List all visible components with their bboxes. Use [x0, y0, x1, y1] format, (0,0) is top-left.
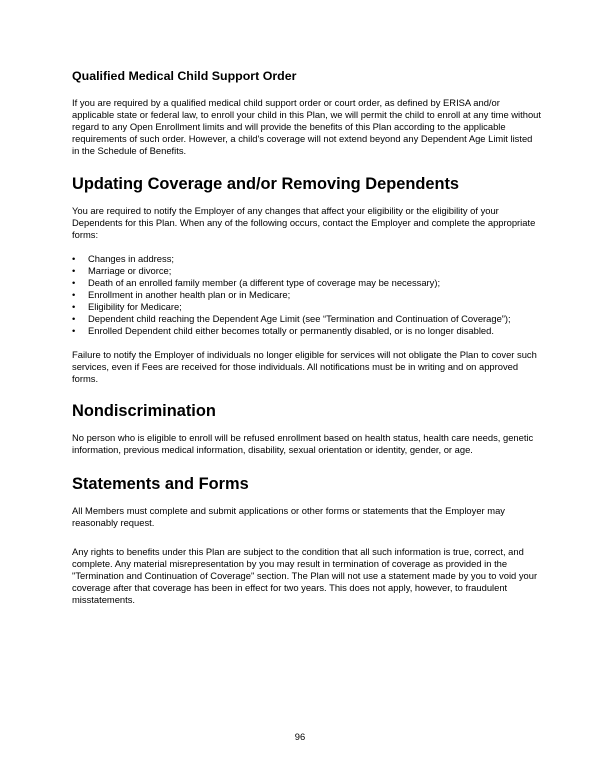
change-events-list — [72, 253, 542, 337]
list-item: • Eligibility for Medicare; — [72, 301, 542, 313]
paragraph-nondiscrimination: No person who is eligible to enroll will be refused enrollment based on health status, health care needs, genetic information, previous medical information, disability, sexual orientation or identity, gender, or age. — [72, 432, 534, 455]
list-item: • Death of an enrolled family member (a different type of coverage may be necessary); — [72, 277, 542, 289]
paragraph-qmcso: If you are required by a qualified medical child support order or court order, as defined by ERISA and/or applicable state or federal law, to enroll your child in this Plan, we will permit the child to enroll at any time without regard to any Open Enrollment limits and will provide the benefits of this Plan according to the applicable requirements of such order. However, a child's coverage will not extend beyond any Dependent Age Limit listed in the Schedule of Benefits. — [72, 97, 541, 156]
list-item: • Marriage or divorce; — [72, 265, 542, 277]
paragraph-updating-closing: Failure to notify the Employer of individuals no longer eligible for services will not obligate the Plan to cover such services, even if Fees are received for those individuals. All notifications must be in writing and on approved forms. — [72, 349, 537, 384]
paragraph-updating-intro: You are required to notify the Employer of any changes that affect your eligibility or the eligibility of your Dependents for this Plan. When any of the following occurs, contact the Employer and complete the appropriate forms: — [72, 205, 536, 240]
section-heading-nondiscrimination: Nondiscrimination — [72, 402, 216, 420]
section-nondiscrimination — [72, 401, 542, 456]
section-updating-coverage — [72, 174, 542, 385]
section-qmcso — [72, 68, 542, 157]
section-statements-forms — [72, 474, 542, 606]
section-heading-updating-coverage: Updating Coverage and/or Removing Dependents — [72, 175, 460, 193]
list-item: • Enrolled Dependent child either becomes totally or permanently disabled, or is no longer disabled. — [72, 325, 542, 337]
document-page — [72, 68, 542, 606]
page-number: 96 — [294, 731, 306, 742]
paragraph-statements-2: Any rights to benefits under this Plan are subject to the condition that all such information is true, correct, and complete. Any material misrepresentation by you may result in termination of coverage as provided in the "Termination and Continuation of Coverage" section. The Plan will not use a statement made by you to void your coverage after that coverage has been in effect for two years. This does not apply, however, to fraudulent misstatements. — [72, 546, 538, 605]
paragraph-statements-1: All Members must complete and submit applications or other forms or statements that the Employer may reasonably request. — [72, 505, 505, 528]
list-item: • Changes in address; — [72, 253, 542, 265]
list-item: • Dependent child reaching the Dependent Age Limit (see “Termination and Continuation of Coverage”); — [72, 313, 542, 325]
list-item: • Enrollment in another health plan or in Medicare; — [72, 289, 542, 301]
section-heading-statements-forms: Statements and Forms — [72, 475, 249, 493]
section-heading-qmcso: Qualified Medical Child Support Order — [72, 69, 297, 83]
